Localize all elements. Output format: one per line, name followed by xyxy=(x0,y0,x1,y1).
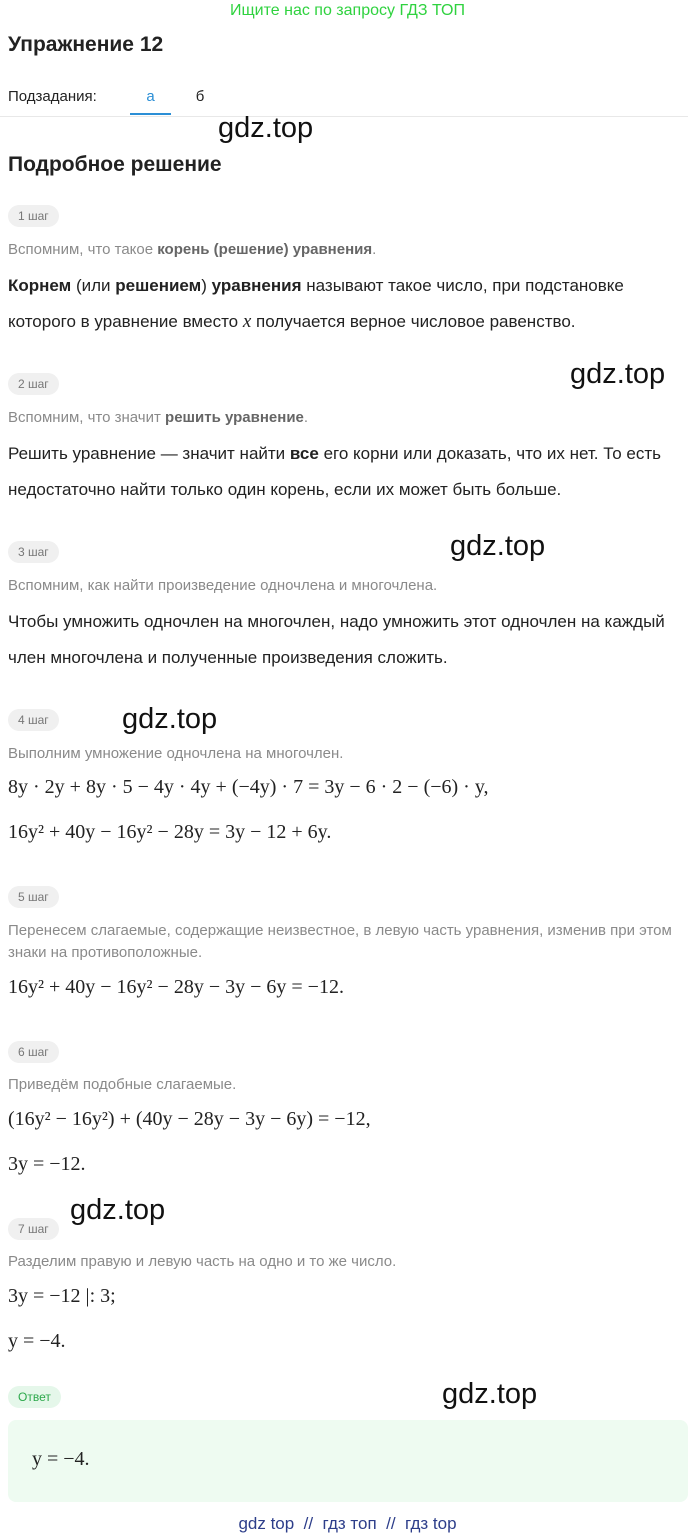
step-hint: Выполним умножение одночлена на многочлен. xyxy=(8,745,344,762)
math-line: 16y² + 40y − 16y² − 28y = 3y − 12 + 6y. xyxy=(8,821,332,843)
watermark: gdz.top xyxy=(450,530,546,562)
subtask-tab-a[interactable]: а xyxy=(146,88,155,105)
subtask-tab-b[interactable]: б xyxy=(195,88,205,105)
step-hint: Вспомним, что значит решить уравнение. xyxy=(8,409,309,426)
watermark: gdz.top xyxy=(122,703,218,735)
step-badge: 7 шаг xyxy=(8,1218,59,1240)
step-badge: 3 шаг xyxy=(8,541,59,563)
math-line: 16y² + 40y − 16y² − 28y − 3y − 6y = −12. xyxy=(8,976,344,998)
step-badge: 5 шаг xyxy=(8,886,59,908)
math-line: 8y · 2y + 8y · 5 − 4y · 4y + (−4y) · 7 = 3y − 6 · 2 − (−6) · y, xyxy=(8,776,489,798)
active-tab-indicator xyxy=(130,113,171,115)
step-text: Решить уравнение — значит найти все его корни или доказать, что их нет. То есть недостаточно найти только один корень, если их может быть больше. xyxy=(8,444,662,499)
watermark: gdz.top xyxy=(218,112,314,144)
math-line: 3y = −12. xyxy=(8,1153,86,1175)
exercise-title: Упражнение 12 xyxy=(8,33,164,56)
search-promo-banner: Ищите нас по запросу ГДЗ ТОП xyxy=(230,2,465,19)
step-badge: 6 шаг xyxy=(8,1041,59,1063)
step-text: Корнем (или решением) уравнения называют такое число, при подстановке которого в уравнение вместо x получается верное числовое равенство. xyxy=(8,276,624,332)
math-line: 3y = −12 |: 3; xyxy=(8,1285,116,1307)
step-hint: Приведём подобные слагаемые. xyxy=(8,1076,237,1093)
step-hint: Вспомним, что такое корень (решение) уравнения. xyxy=(8,241,377,258)
answer-badge: Ответ xyxy=(8,1386,61,1408)
watermark: gdz.top xyxy=(70,1194,166,1226)
step-hint: Перенесем слагаемые, содержащие неизвестное, в левую часть уравнения, изменив при этом знаки на противоположные. xyxy=(8,922,672,961)
section-title: Подробное решение xyxy=(8,153,222,176)
subtasks-label: Подзадания: xyxy=(8,88,97,105)
footer-links[interactable]: gdz top // гдз топ // гдз top xyxy=(238,1514,457,1533)
watermark: gdz.top xyxy=(570,358,666,390)
answer-box xyxy=(8,1420,688,1502)
step-badge: 2 шаг xyxy=(8,373,59,395)
step-badge: 4 шаг xyxy=(8,709,59,731)
step-hint: Вспомним, как найти произведение одночлена и многочлена. xyxy=(8,577,438,594)
answer-math: y = −4. xyxy=(32,1448,90,1470)
math-line: y = −4. xyxy=(8,1330,66,1352)
step-badge: 1 шаг xyxy=(8,205,59,227)
math-line: (16y² − 16y²) + (40y − 28y − 3y − 6y) = −12, xyxy=(8,1108,371,1130)
step-hint: Разделим правую и левую часть на одно и то же число. xyxy=(8,1253,397,1270)
step-text: Чтобы умножить одночлен на многочлен, надо умножить этот одночлен на каждый член многочлена и полученные произведения сложить. xyxy=(8,612,665,667)
watermark: gdz.top xyxy=(442,1378,538,1410)
subtasks-divider xyxy=(0,116,688,117)
